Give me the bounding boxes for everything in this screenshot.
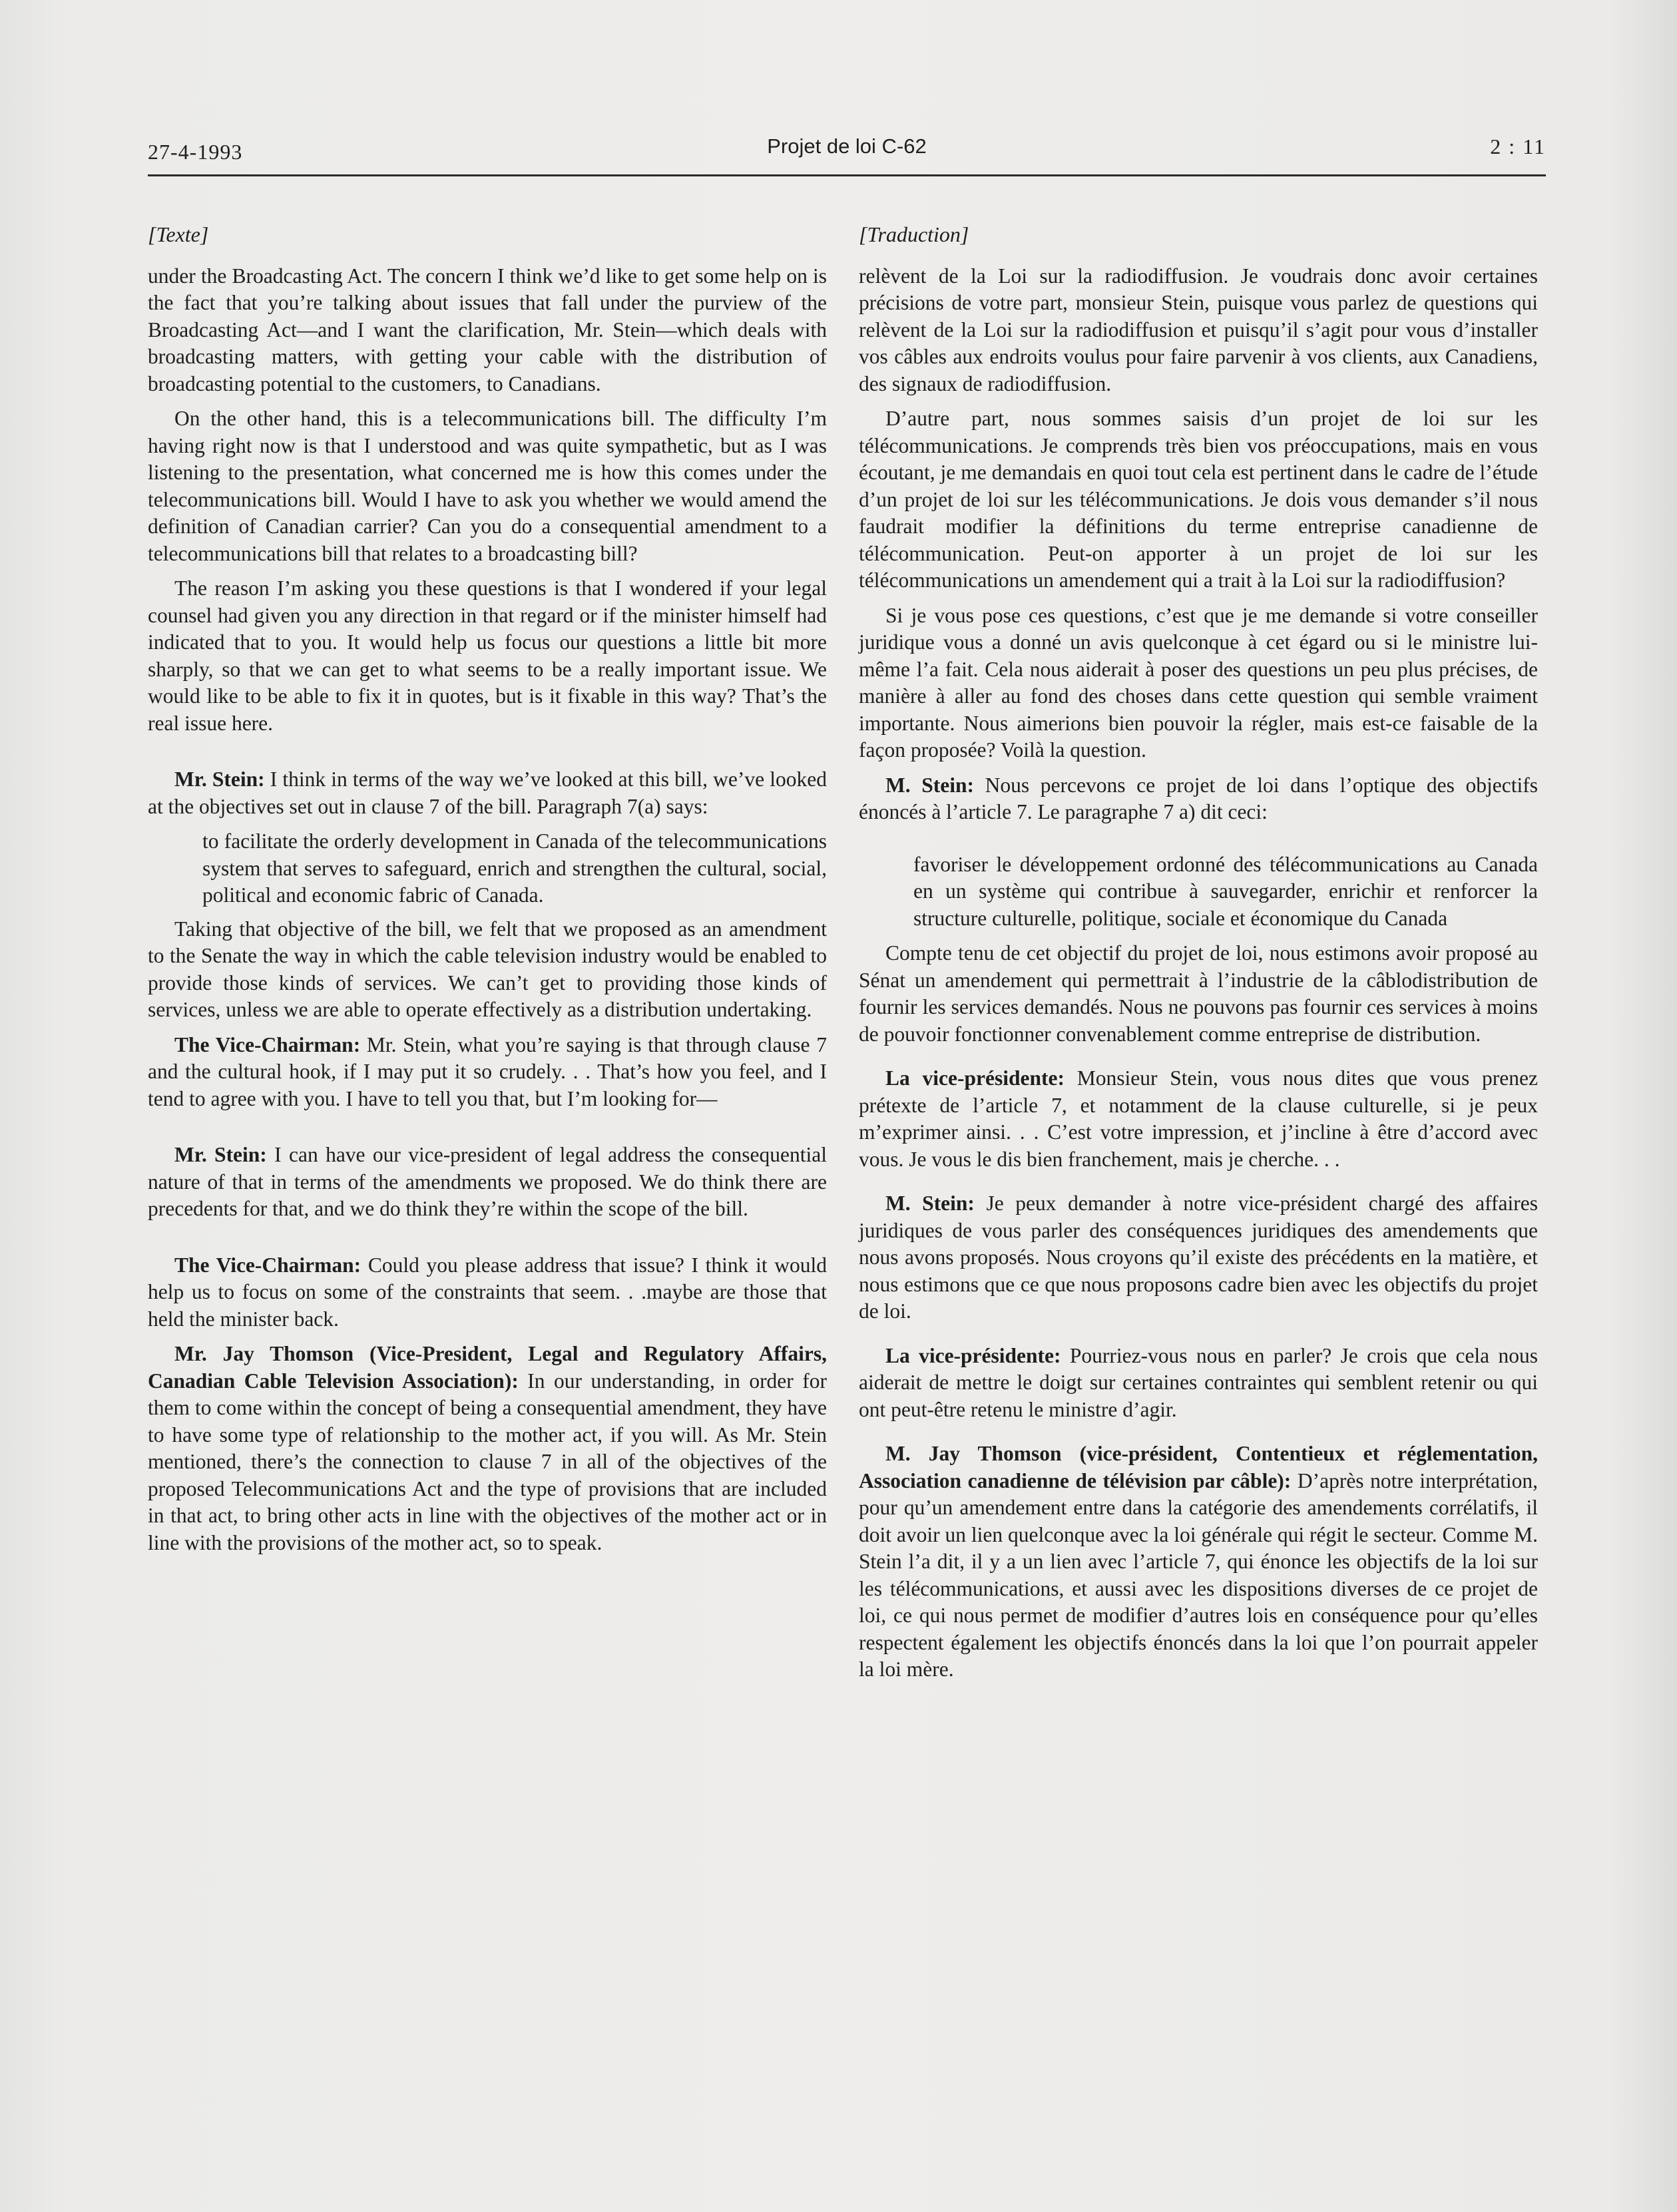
speaker-name: The Vice-Chairman:: [174, 1253, 361, 1277]
paragraph: The reason I’m asking you these questions is that I wondered if your legal counsel had given you any direction in that regard or if the minister himself had indicated that to you. It would help us focus our questions a little bit more sharply, so that we can get to what seems to be a really important issue. We would like to be able to fix it in quotes, but is it fixable in this way? That’s the real issue here.: [148, 576, 827, 735]
quoted-clause: to facilitate the orderly development in Canada of the telecommunications system that serves to safeguard, enrich and strengthen the cultural, social, political and economic fabric of Canada.: [202, 829, 827, 907]
speaker-paragraph: [148, 1032, 827, 1113]
paragraph: Si je vous pose ces questions, c’est que je me demande si votre conseiller juridique vous a donné un avis quelconque à cet égard ou si le ministre lui-même l’a fait. Cela nous aiderait à poser des questions un peu plus précises, de manière à aller au fond des choses dans cette question qui semble vraiment importante. Nous aimerions bien pouvoir la régler, mais est-ce faisable de la façon proposée? Voilà la question.: [859, 603, 1538, 762]
speech-text: Je peux demander à notre vice-président chargé des affaires juridiques de vous parler des conséquences juridiques des amendements que nous avons proposés. Nous croyons qu’il existe des précédents en la matière, et nous estimons que ce que nous proposons cadre bien avec les objectifs du projet de loi.: [859, 1192, 1538, 1323]
speaker-name: M. Stein:: [885, 1192, 975, 1215]
speaker-name: Mr. Jay Thomson (Vice-President, Legal and Regulatory Affairs, Canadian Cable Television Association):: [148, 1342, 827, 1393]
speaker-paragraph: [859, 1343, 1538, 1424]
speaker-paragraph: [859, 1065, 1538, 1173]
speech-text: I can have our vice-president of legal address the consequential nature of that in terms of the amendments we proposed. We do think there are precedents for that, and we do think they’re within the scope of the bill.: [148, 1143, 828, 1220]
speaker-name: The Vice-Chairman:: [174, 1032, 361, 1056]
speech-text: Monsieur Stein, vous nous dites que vous prenez prétexte de l’article 7, et notamment de la clause culturelle, si je peux m’exprimer ainsi. . . C’est votre impression, et j’incline à être d’accord avec vous. Je vous le dis bien franchement, mais je cherche. . .: [859, 1066, 1538, 1171]
paragraph: D’autre part, nous sommes saisis d’un projet de loi sur les télécommunications. Je comprends très bien vos préoccupations, mais en vous écoutant, je me demandais en quoi tout cela est pertinent dans le cadre de l’étude d’un projet de loi sur les télécommunications. Je dois vous demander s’il nous faudrait modifier la définitions du terme entreprise canadienne de télécommunication. Peut-on apporter à un projet de loi sur les télécommunications un amendement qui a trait à la Loi sur la radiodiffusion?: [859, 407, 1538, 592]
speaker-paragraph: [859, 1190, 1538, 1325]
speaker-paragraph: [859, 772, 1538, 826]
column-label-traduction: [Traduction]: [859, 222, 969, 246]
page-header: [148, 132, 1546, 176]
header-page-number: 2 : 11: [1490, 134, 1546, 158]
speech-text: In our understanding, in order for them to come within the concept of being a consequential amendment, they have to have some type of relationship to the mother act, if you will. As Mr. Stein mentioned, there’s the connection to clause 7 in all of the objectives of the proposed Telecommunications Act and the type of provisions that are included in that act, to bring other acts in line with the objectives of the mother act or in line with the provisions of the mother act, so to speak.: [148, 1369, 827, 1554]
speaker-paragraph: [859, 1440, 1538, 1683]
speaker-name: M. Jay Thomson (vice-président, Contentieux et réglementation, Association canadienne de télévision par câble):: [859, 1442, 1538, 1492]
quoted-clause: favoriser le développement ordonné des télécommunications au Canada en un système qui contribue à sauvegarder, enrichir et renforcer la structure culturelle, politique, sociale et économique du Canada: [913, 852, 1538, 930]
speaker-name: Mr. Stein:: [174, 1143, 267, 1166]
paragraph: Compte tenu de cet objectif du projet de loi, nous estimons avoir proposé au Sénat un amendement qui permettrait à l’industrie de la câblodistribution de fournir les services demandés. Nous ne pouvons pas fournir ces services à moins de pouvoir fonctionner convenablement comme entreprise de distribution.: [859, 941, 1538, 1046]
speaker-name: M. Stein:: [885, 773, 975, 797]
speaker-name: La vice-présidente:: [885, 1066, 1065, 1090]
speech-text: Nous percevons ce projet de loi dans l’optique des objectifs énoncés à l’article 7. Le paragraphe 7 a) dit ceci:: [859, 773, 1539, 823]
speech-text: D’après notre interprétation, pour qu’un amendement entre dans la catégorie des amendements corrélatifs, il doit avoir un lien quelconque avec la loi générale qui régit le secteur. Comme M. Stein l’a dit, il y a un lien avec l’article 7, qui énonce les objectifs de la loi sur les télécommunications, et aussi avec les dispositions diverses de ce projet de loi, ce qui nous permet de modifier d’autres lois en conséquence pour qu’elles respectent également les objectifs énoncés dans la loi que l’on pourrait appeler la loi mère.: [859, 1468, 1538, 1681]
paragraph: relèvent de la Loi sur la radiodiffusion. Je voudrais donc avoir certaines précisions de votre part, monsieur Stein, puisque vous parlez de questions qui relèvent de la Loi sur la radiodiffusion et puisqu’il s’agit pour vous d’installer vos câbles aux endroits voulus pour faire parvenir à vos clients, aux Canadiens, des signaux de radiodiffusion.: [859, 264, 1538, 395]
header-title: Projet de loi C-62: [767, 134, 927, 158]
speaker-name: La vice-présidente:: [885, 1343, 1061, 1367]
speech-text: Pourriez-vous nous en parler? Je crois que cela nous aiderait de mettre le doigt sur certaines contraintes qui semblent retenir ou qui ont peut-être retenu le ministre d’agir.: [859, 1343, 1538, 1421]
header-date: 27-4-1993: [148, 140, 243, 164]
english-column: [148, 213, 827, 1564]
speaker-paragraph: [148, 1341, 827, 1556]
paragraph: On the other hand, this is a telecommunications bill. The difficulty I’m having right now is that I understood and was quite sympathetic, but as I was listening to the presentation, what concerned me is how this comes under the telecommunications bill. Would I have to ask you whether we would amend the definition of Canadian carrier? Can you do a consequential amendment to a telecommunications bill that relates to a broadcasting bill?: [148, 407, 827, 565]
speaker-paragraph: [148, 1142, 827, 1223]
speech-text: Mr. Stein, what you’re saying is that through clause 7 and the cultural hook, if I may put it so crudely. . . That’s how you feel, and I tend to agree with you. I have to tell you that, but I’m looking for—: [148, 1032, 827, 1110]
french-column: [859, 213, 1538, 1691]
speaker-paragraph: [148, 1252, 827, 1333]
column-label-texte: [Texte]: [148, 222, 209, 246]
speech-text: Could you please address that issue? I think it would help us to focus on some of the constraints that seem. . .maybe are those that held the minister back.: [148, 1253, 827, 1331]
paragraph: Taking that objective of the bill, we felt that we proposed as an amendment to the Senate the way in which the cable television industry would be enabled to provide those kinds of services. We can’t get to providing those kinds of services, unless we are able to operate effectively as a distribution undertaking.: [148, 917, 827, 1021]
speaker-paragraph: [148, 766, 827, 820]
speaker-name: Mr. Stein:: [174, 768, 265, 791]
speech-text: I think in terms of the way we’ve looked at this bill, we’ve looked at the objectives set out in clause 7 of the bill. Paragraph 7(a) says:: [148, 768, 827, 818]
paragraph: under the Broadcasting Act. The concern I think we’d like to get some help on is the fact that you’re talking about issues that fall under the purview of the Broadcasting Act—and I want the clarification, Mr. Stein—which deals with broadcasting matters, with getting your cable with the distribution of broadcasting potential to the customers, to Canadians.: [148, 264, 827, 395]
